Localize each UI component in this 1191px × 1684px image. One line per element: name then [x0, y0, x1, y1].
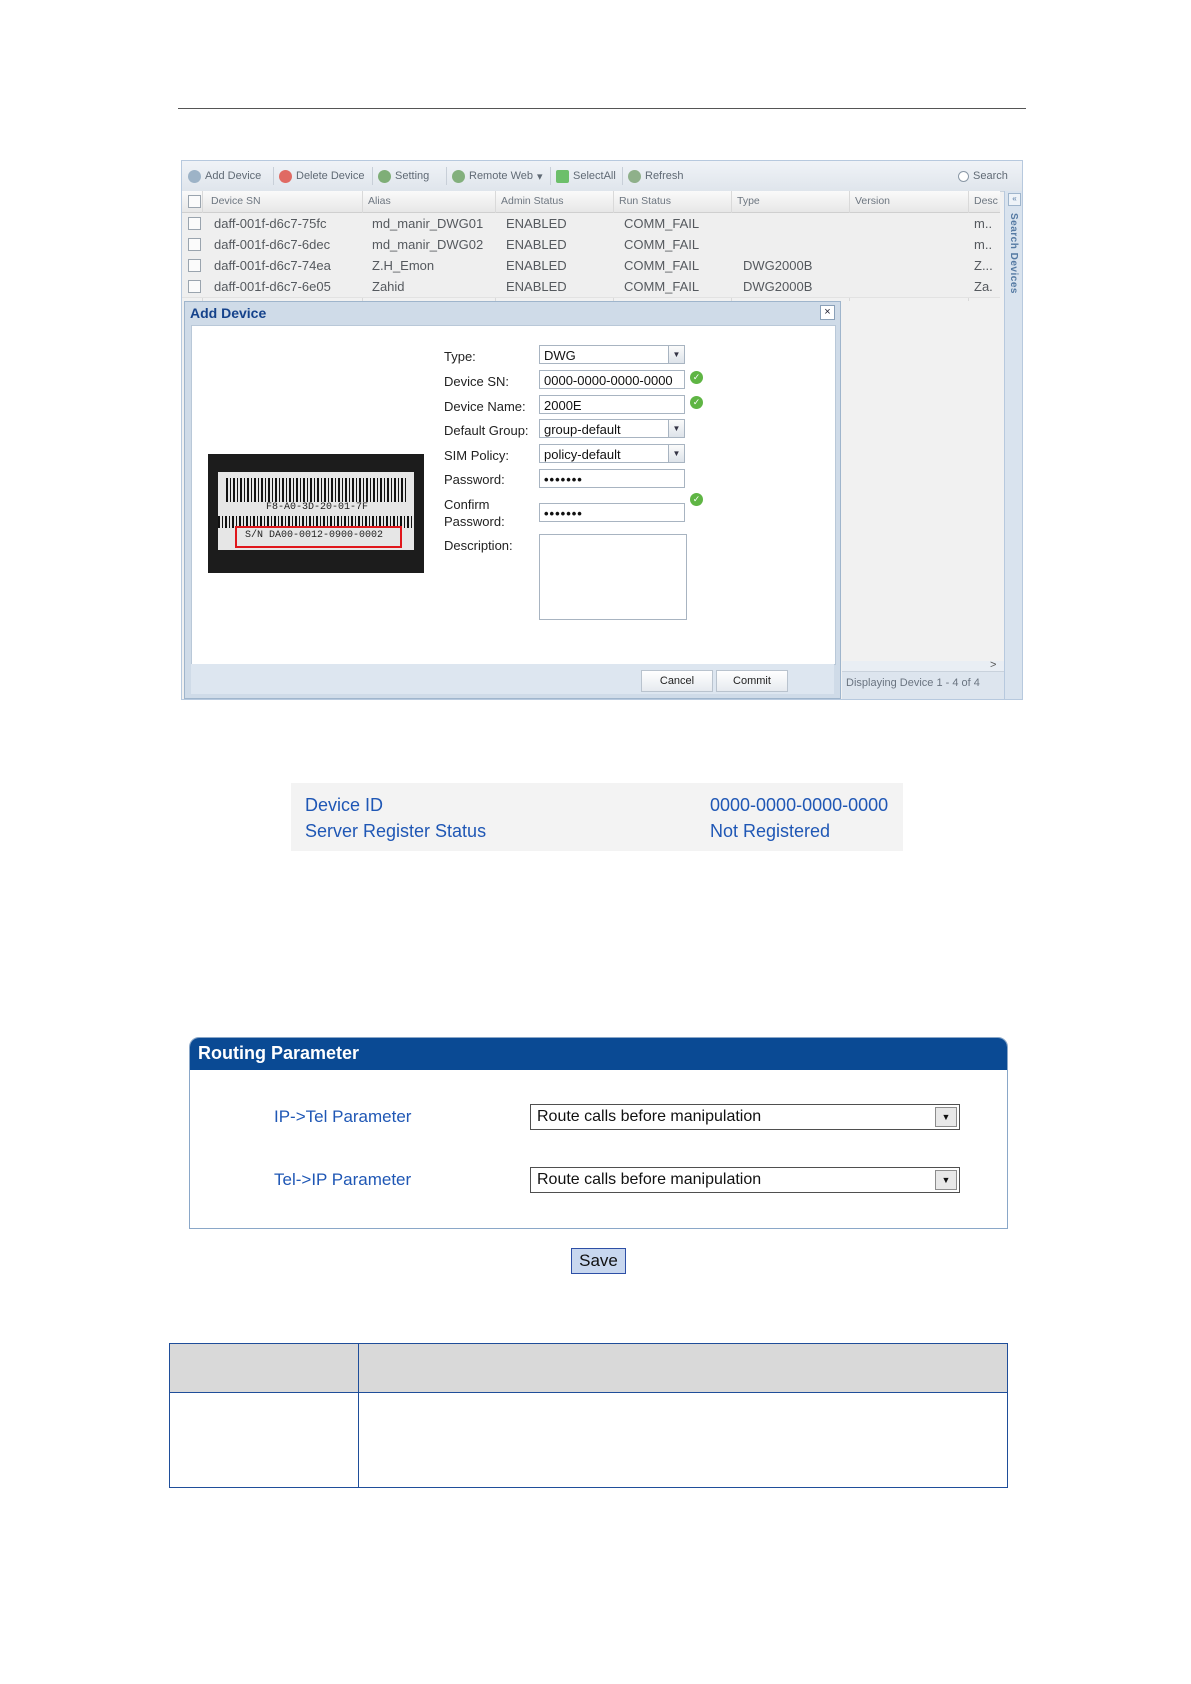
- barcode-image: [226, 478, 406, 502]
- toolbar-separator: [446, 167, 447, 185]
- table-row[interactable]: [182, 276, 1000, 298]
- cell-admin-status: ENABLED: [506, 216, 567, 231]
- table-column-divider: [358, 1344, 359, 1487]
- description-textarea[interactable]: [539, 534, 687, 620]
- table-row[interactable]: [182, 255, 1000, 277]
- grid-header: [182, 191, 1000, 213]
- type-value: DWG: [544, 348, 576, 363]
- select-all-button[interactable]: SelectAll: [556, 168, 616, 184]
- sim-policy-value: policy-default: [544, 447, 621, 462]
- toolbar-separator: [372, 167, 373, 185]
- device-sn-input[interactable]: [539, 370, 685, 389]
- ip-tel-parameter-select[interactable]: [530, 1104, 960, 1130]
- description-label: Description:: [444, 538, 513, 553]
- cell-description: m..: [974, 237, 993, 252]
- cell-type: DWG2000B: [743, 258, 813, 273]
- column-version[interactable]: Version: [855, 195, 891, 207]
- toolbar-separator: [273, 167, 274, 185]
- refresh-button[interactable]: Refresh: [628, 168, 684, 184]
- device-id-value: 0000-0000-0000-0000: [710, 795, 889, 815]
- chevron-down-icon[interactable]: ▼: [668, 445, 684, 462]
- save-button[interactable]: Save: [571, 1248, 626, 1274]
- chevron-down-icon: ▾: [537, 170, 543, 183]
- table-header: [170, 1344, 1007, 1393]
- serial-highlight-box: [235, 526, 402, 548]
- cell-description: Z...: [974, 258, 993, 273]
- cell-device-sn: daff-001f-d6c7-6e05: [214, 279, 331, 294]
- routing-parameter-panel: [189, 1037, 1008, 1229]
- device-name-value: 2000E: [544, 398, 582, 413]
- refresh-icon: [628, 170, 641, 183]
- chevron-down-icon[interactable]: ▼: [935, 1107, 957, 1127]
- cell-admin-status: ENABLED: [506, 237, 567, 252]
- sim-policy-select[interactable]: [539, 444, 685, 463]
- cell-device-sn: daff-001f-d6c7-75fc: [214, 216, 327, 231]
- row-checkbox[interactable]: [188, 280, 201, 293]
- chevron-down-icon[interactable]: ▼: [668, 420, 684, 437]
- search-icon: [958, 171, 969, 182]
- cell-admin-status: ENABLED: [506, 258, 567, 273]
- default-group-value: group-default: [544, 422, 621, 437]
- row-checkbox[interactable]: [188, 238, 201, 251]
- search-button[interactable]: Search: [958, 168, 1008, 184]
- device-sn-label: Device SN:: [444, 374, 510, 389]
- device-sticker: [218, 472, 414, 550]
- pager-bar: [842, 661, 1004, 699]
- parameter-table: [169, 1343, 1008, 1488]
- cell-alias: md_manir_DWG02: [372, 237, 484, 252]
- column-admin-status[interactable]: Admin Status: [501, 195, 564, 207]
- toolbar-separator: [550, 167, 551, 185]
- close-icon[interactable]: ×: [820, 305, 835, 320]
- valid-check-icon: ✓: [690, 493, 703, 506]
- tel-ip-parameter-select[interactable]: [530, 1167, 960, 1193]
- type-select[interactable]: [539, 345, 685, 364]
- cell-alias: Z.H_Emon: [372, 258, 435, 273]
- valid-check-icon: ✓: [690, 371, 703, 384]
- toolbar-separator: [622, 167, 623, 185]
- ip-tel-parameter-value: Route calls before manipulation: [537, 1108, 762, 1125]
- serial-number-text: S/N DA00-0012-0900-0002: [245, 530, 384, 541]
- row-checkbox[interactable]: [188, 217, 201, 230]
- valid-check-icon: ✓: [690, 396, 703, 409]
- cell-device-sn: daff-001f-d6c7-6dec: [214, 237, 331, 252]
- cell-description: Za.: [974, 279, 993, 294]
- remote-web-button[interactable]: Remote Web ▾: [452, 168, 543, 184]
- cell-device-sn: daff-001f-d6c7-74ea: [214, 258, 331, 273]
- register-status-label: Server Register Status: [305, 821, 487, 841]
- type-label: Type:: [444, 349, 476, 364]
- ip-tel-parameter-label: IP->Tel Parameter: [274, 1107, 412, 1126]
- device-name-label: Device Name:: [444, 399, 526, 414]
- dialog-title: Add Device: [190, 305, 267, 321]
- confirm-password-input[interactable]: [539, 503, 685, 522]
- register-status-value: Not Registered: [710, 821, 831, 841]
- search-devices-panel[interactable]: [1004, 191, 1023, 699]
- device-label-photo: [208, 454, 424, 573]
- password-input[interactable]: [539, 469, 685, 488]
- cancel-button[interactable]: Cancel: [641, 670, 713, 692]
- cell-run-status: COMM_FAIL: [624, 258, 700, 273]
- pager-status: Displaying Device 1 - 4 of 4: [846, 677, 980, 689]
- select-all-checkbox[interactable]: [188, 195, 201, 208]
- chevron-down-icon[interactable]: ▼: [668, 346, 684, 363]
- device-sn-value: 0000-0000-0000-0000: [544, 373, 673, 388]
- device-id-panel: [291, 783, 903, 851]
- cell-admin-status: ENABLED: [506, 279, 567, 294]
- tel-ip-parameter-value: Route calls before manipulation: [537, 1171, 762, 1188]
- select-all-icon: [556, 170, 569, 183]
- column-alias[interactable]: Alias: [368, 195, 391, 207]
- cell-run-status: COMM_FAIL: [624, 216, 700, 231]
- column-type[interactable]: Type: [737, 195, 760, 207]
- gear-icon: [378, 170, 391, 183]
- row-checkbox[interactable]: [188, 259, 201, 272]
- confirm-password-label: Confirm: [444, 497, 490, 512]
- page-header-rule: [178, 108, 1026, 109]
- cell-alias: Zahid: [372, 279, 405, 294]
- dialog-body: [191, 325, 836, 665]
- scroll-right-icon[interactable]: >: [990, 659, 997, 671]
- chevron-down-icon[interactable]: ▼: [935, 1170, 957, 1190]
- confirm-password-label-line2: Password:: [444, 514, 505, 529]
- sim-policy-label: SIM Policy:: [444, 448, 510, 463]
- cell-description: m..: [974, 216, 993, 231]
- add-icon: [188, 170, 201, 183]
- device-name-input[interactable]: [539, 395, 685, 414]
- cell-type: DWG2000B: [743, 279, 813, 294]
- toolbar: [182, 161, 1022, 192]
- column-description[interactable]: Desc: [974, 195, 998, 207]
- password-label: Password:: [444, 472, 505, 487]
- confirm-password-value: •••••••: [544, 506, 583, 521]
- delete-device-button[interactable]: Delete Device: [279, 168, 364, 184]
- table-row[interactable]: [182, 213, 1000, 235]
- table-row[interactable]: [182, 234, 1000, 256]
- mac-address-text: F8-A0-3D-20-01-7F: [266, 502, 369, 513]
- panel-header: [190, 1038, 1007, 1070]
- password-value: •••••••: [544, 472, 583, 487]
- column-device-sn[interactable]: Device SN: [211, 195, 261, 207]
- search-devices-label: Search Devices: [1008, 213, 1019, 294]
- device-id-label: Device ID: [305, 795, 384, 815]
- device-manager-screenshot: [181, 160, 1023, 700]
- dialog-footer: [191, 664, 834, 694]
- column-run-status[interactable]: Run Status: [619, 195, 671, 207]
- setting-button[interactable]: Setting: [378, 168, 429, 184]
- commit-button[interactable]: Commit: [716, 670, 788, 692]
- collapse-icon[interactable]: «: [1008, 193, 1021, 206]
- default-group-label: Default Group:: [444, 423, 529, 438]
- panel-title: Routing Parameter: [198, 1043, 360, 1063]
- cell-alias: md_manir_DWG01: [372, 216, 484, 231]
- delete-icon: [279, 170, 292, 183]
- cell-run-status: COMM_FAIL: [624, 237, 700, 252]
- tel-ip-parameter-label: Tel->IP Parameter: [274, 1170, 412, 1189]
- add-device-button[interactable]: Add Device: [188, 168, 261, 184]
- default-group-select[interactable]: [539, 419, 685, 438]
- cell-run-status: COMM_FAIL: [624, 279, 700, 294]
- horizontal-scrollbar[interactable]: [842, 661, 1004, 672]
- globe-icon: [452, 170, 465, 183]
- add-device-dialog: [184, 301, 841, 699]
